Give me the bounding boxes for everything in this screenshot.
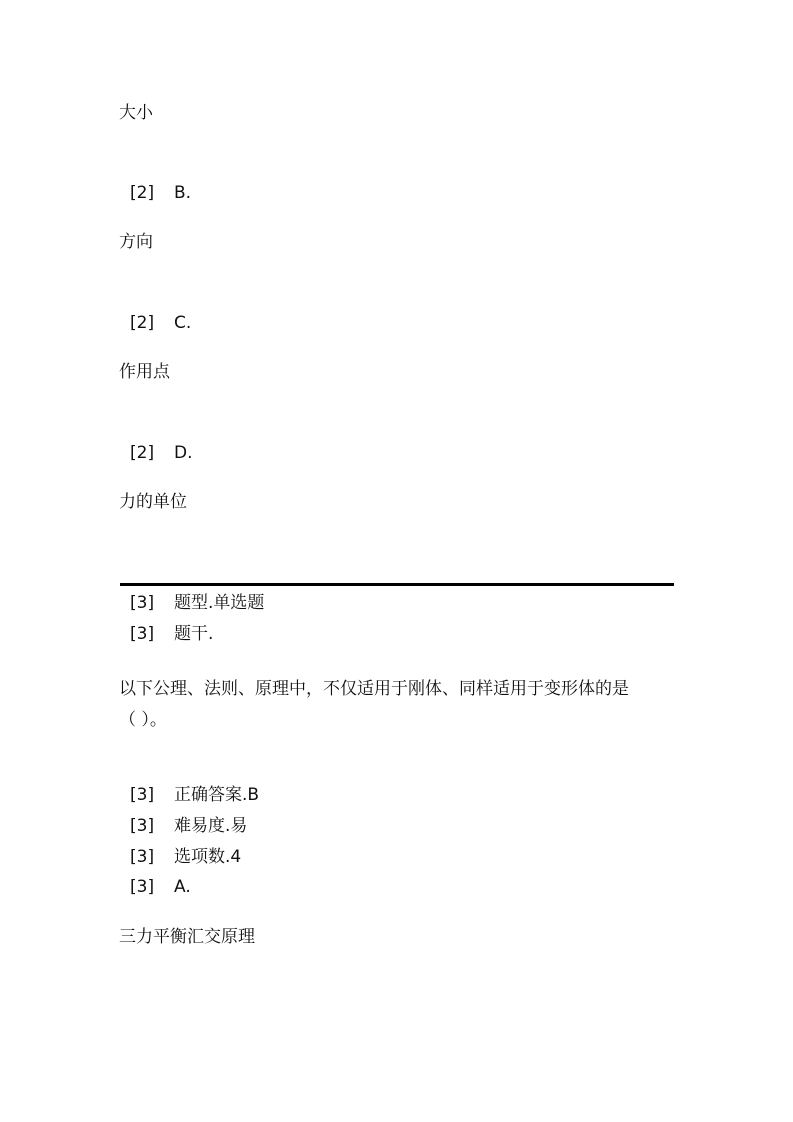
item-text: 难易度.易 — [174, 816, 248, 836]
question-type — [130, 593, 264, 613]
item-number: [2] — [130, 313, 155, 333]
difficulty — [130, 816, 247, 836]
question-stem-label — [130, 624, 213, 644]
item-number: [3] — [130, 816, 155, 836]
option-text: 大小 — [119, 103, 153, 123]
item-number: [2] — [130, 443, 155, 463]
option-label-c — [130, 313, 191, 333]
separator-rule — [120, 583, 674, 586]
option-text: 方向 — [119, 232, 153, 252]
item-text: D. — [174, 443, 193, 463]
option-count — [130, 847, 241, 867]
item-text: 题干. — [174, 624, 214, 644]
item-number: [3] — [130, 593, 155, 613]
question-stem — [119, 674, 679, 736]
item-text: B. — [174, 183, 192, 203]
item-text: 正确答案.B — [174, 785, 260, 805]
item-number: [3] — [130, 624, 155, 644]
item-text: C. — [174, 313, 192, 333]
option-text: 作用点 — [119, 362, 170, 382]
item-number: [3] — [130, 877, 155, 897]
option-label-d — [130, 443, 193, 463]
correct-answer — [130, 785, 259, 805]
item-number: [2] — [130, 183, 155, 203]
option-label-b — [130, 183, 191, 203]
item-text: 选项数.4 — [174, 847, 242, 867]
option-text: 三力平衡汇交原理 — [119, 927, 255, 947]
item-text: 题型.单选题 — [174, 593, 265, 613]
option-label-a — [130, 877, 191, 897]
question-stem-line-1: 以下公理、法则、原理中，不仅适用于刚体、同样适用于变形体的是 — [119, 679, 629, 699]
question-stem-line-2: （ ）。 — [119, 710, 167, 730]
item-text: A. — [174, 877, 191, 897]
option-text: 力的单位 — [119, 492, 187, 512]
item-number: [3] — [130, 847, 155, 867]
item-number: [3] — [130, 785, 155, 805]
